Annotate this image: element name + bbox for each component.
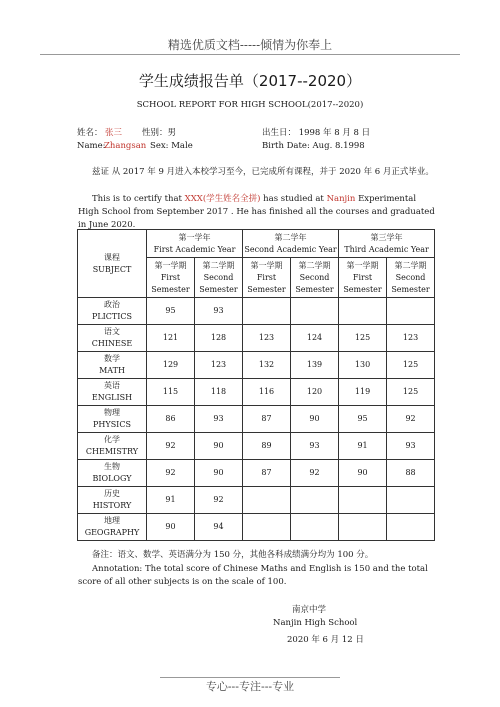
score-cell: 92 bbox=[291, 460, 339, 487]
score-cell bbox=[387, 298, 435, 325]
score-cell: 121 bbox=[147, 325, 195, 352]
score-cell bbox=[291, 487, 339, 514]
score-cell: 95 bbox=[339, 406, 387, 433]
table-row bbox=[78, 433, 435, 460]
year-header: 第二学年 Second Academic Year bbox=[243, 230, 339, 258]
subject-cell: 历史 HISTORY bbox=[78, 487, 147, 514]
birth-date-en: Birth Date: Aug. 8.1998 bbox=[262, 141, 365, 151]
score-cell: 129 bbox=[147, 352, 195, 379]
semester-header: 第二学期 Second Semester bbox=[195, 258, 243, 298]
score-cell: 91 bbox=[339, 433, 387, 460]
score-cell: 116 bbox=[243, 379, 291, 406]
subject-cell: 生物 BIOLOGY bbox=[78, 460, 147, 487]
subject-header: 课程 SUBJECT bbox=[78, 230, 147, 298]
table-row bbox=[78, 352, 435, 379]
score-cell: 93 bbox=[195, 406, 243, 433]
score-cell: 93 bbox=[291, 433, 339, 460]
table-row bbox=[78, 298, 435, 325]
report-subtitle: SCHOOL REPORT FOR HIGH SCHOOL(2017--2020) bbox=[136, 100, 364, 110]
city-name: Nanjin bbox=[326, 194, 356, 204]
score-cell: 88 bbox=[387, 460, 435, 487]
subject-cell: 语文 CHINESE bbox=[78, 325, 147, 352]
score-cell: 119 bbox=[339, 379, 387, 406]
score-cell: 90 bbox=[147, 514, 195, 541]
score-cell: 123 bbox=[243, 325, 291, 352]
semester-header: 第一学期 First Semester bbox=[243, 258, 291, 298]
year-header: 第三学年 Third Academic Year bbox=[339, 230, 435, 258]
score-cell: 87 bbox=[243, 406, 291, 433]
subject-cell: 地理 GEOGRAPHY bbox=[78, 514, 147, 541]
page-header: 精选优质文档-----倾情为你奉上 bbox=[167, 38, 333, 52]
score-cell bbox=[339, 298, 387, 325]
score-cell: 125 bbox=[387, 352, 435, 379]
score-cell bbox=[243, 514, 291, 541]
certify-cn: 兹证 从 2017 年 9 月进入本校学习至今，已完成所有课程，并于 2020 年 6 月正式毕业。 bbox=[92, 167, 434, 177]
score-cell: 89 bbox=[243, 433, 291, 460]
table-row bbox=[78, 487, 435, 514]
table-row bbox=[78, 514, 435, 541]
table-row bbox=[78, 379, 435, 406]
score-cell: 91 bbox=[147, 487, 195, 514]
subject-cell: 物理 PHYSICS bbox=[78, 406, 147, 433]
page-footer: 专心---专注---专业 bbox=[205, 680, 295, 693]
score-cell bbox=[339, 487, 387, 514]
name-label-en: Name: bbox=[77, 141, 106, 151]
score-cell bbox=[243, 298, 291, 325]
score-cell: 123 bbox=[387, 325, 435, 352]
semester-header: 第二学期 Second Semester bbox=[291, 258, 339, 298]
score-cell: 92 bbox=[147, 433, 195, 460]
certify-en: This is to certify that XXX(学生姓名全拼) has studied at Nanjin Experimental High School from September 2017 . He has finished all the courses and graduated in June 2020. bbox=[78, 194, 435, 230]
semester-header: 第二学期 Second Semester bbox=[387, 258, 435, 298]
score-cell bbox=[291, 298, 339, 325]
score-cell: 90 bbox=[291, 406, 339, 433]
score-cell bbox=[387, 487, 435, 514]
sex-en: Sex: Male bbox=[150, 141, 193, 151]
score-cell bbox=[387, 514, 435, 541]
score-cell bbox=[339, 514, 387, 541]
score-cell: 93 bbox=[195, 298, 243, 325]
score-cell: 86 bbox=[147, 406, 195, 433]
header-divider bbox=[40, 54, 460, 55]
note-en: Annotation: The total score of Chinese Maths and English is 150 and the total score of all other subjects is on the scale of 100. bbox=[78, 564, 428, 587]
score-cell: 139 bbox=[291, 352, 339, 379]
score-cell: 93 bbox=[387, 433, 435, 460]
score-cell bbox=[243, 487, 291, 514]
score-cell: 118 bbox=[195, 379, 243, 406]
note-cn: 备注：语文、数学、英语满分为 150 分，其他各科成绩满分均为 100 分。 bbox=[92, 550, 374, 560]
school-name-cn: 南京中学 bbox=[292, 605, 327, 615]
score-cell: 132 bbox=[243, 352, 291, 379]
score-cell: 92 bbox=[147, 460, 195, 487]
score-cell: 123 bbox=[195, 352, 243, 379]
score-cell: 92 bbox=[195, 487, 243, 514]
score-cell: 92 bbox=[387, 406, 435, 433]
score-cell: 95 bbox=[147, 298, 195, 325]
score-cell: 90 bbox=[195, 433, 243, 460]
name-label-cn: 姓名： bbox=[77, 128, 103, 138]
score-cell: 125 bbox=[387, 379, 435, 406]
subject-cell: 化学 CHEMISTRY bbox=[78, 433, 147, 460]
student-name-placeholder: XXX(学生姓名全拼) bbox=[184, 194, 261, 204]
score-cell: 125 bbox=[339, 325, 387, 352]
score-cell: 124 bbox=[291, 325, 339, 352]
student-name-cn: 张三 bbox=[105, 128, 123, 138]
subject-cell: 英语 ENGLISH bbox=[78, 379, 147, 406]
issue-date: 2020 年 6 月 12 日 bbox=[287, 635, 364, 645]
semester-header: 第一学期 First Semester bbox=[147, 258, 195, 298]
score-cell: 115 bbox=[147, 379, 195, 406]
score-cell: 130 bbox=[339, 352, 387, 379]
birth-date-cn: 出生日： 1998 年 8 月 8 日 bbox=[262, 128, 371, 138]
table-row bbox=[78, 325, 435, 352]
score-cell: 87 bbox=[243, 460, 291, 487]
score-cell: 90 bbox=[339, 460, 387, 487]
report-title: 学生成绩报告单（2017--2020） bbox=[138, 72, 362, 90]
year-header: 第一学年 First Academic Year bbox=[147, 230, 243, 258]
table-row bbox=[78, 460, 435, 487]
gender-cn: 性别：男 bbox=[142, 128, 177, 138]
score-cell: 94 bbox=[195, 514, 243, 541]
semester-header: 第一学期 First Semester bbox=[339, 258, 387, 298]
subject-cell: 政治 PLICTICS bbox=[78, 298, 147, 325]
table-row bbox=[78, 406, 435, 433]
score-cell: 128 bbox=[195, 325, 243, 352]
score-cell bbox=[291, 514, 339, 541]
score-cell: 90 bbox=[195, 460, 243, 487]
subject-cell: 数学 MATH bbox=[78, 352, 147, 379]
grades-table bbox=[77, 229, 435, 541]
school-name-en: Nanjin High School bbox=[273, 618, 358, 628]
student-name-en: Zhangsan bbox=[104, 141, 147, 151]
score-cell: 120 bbox=[291, 379, 339, 406]
